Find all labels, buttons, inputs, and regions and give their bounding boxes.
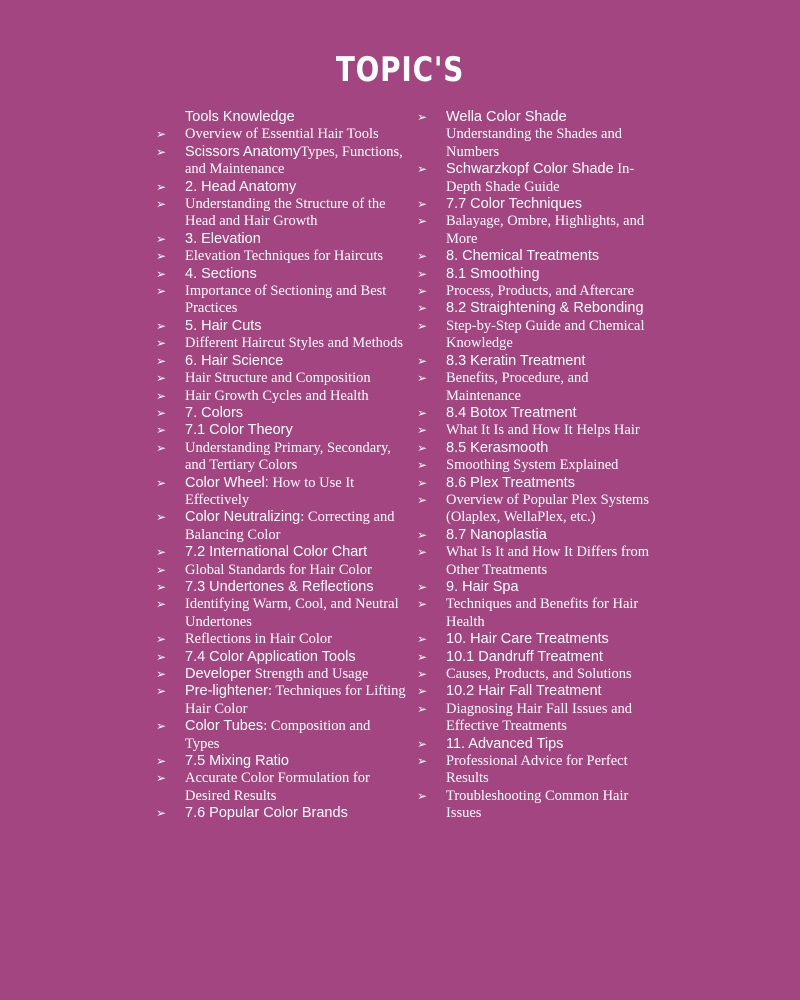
arrow-bullet-icon: ➢ xyxy=(156,579,167,594)
arrow-bullet-icon: ➢ xyxy=(156,405,167,420)
arrow-bullet-icon: ➢ xyxy=(156,649,167,664)
page-title: TOPIC'S xyxy=(335,50,465,90)
arrow-bullet-icon: ➢ xyxy=(417,597,428,612)
topic-list-item xyxy=(417,248,667,265)
arrow-bullet-icon: ➢ xyxy=(417,545,428,560)
arrow-bullet-icon: ➢ xyxy=(417,649,428,664)
topic-heading-text: 3. Elevation xyxy=(185,230,261,247)
topic-description-text: What It Is and How It Helps Hair xyxy=(446,422,640,439)
topic-description-text: Process, Products, and Aftercare xyxy=(446,283,635,300)
topic-lead-text: Color Tubes xyxy=(185,718,264,735)
topic-list-item xyxy=(417,109,667,126)
topic-heading-text: 8.5 Kerasmooth xyxy=(446,439,549,456)
topic-heading-text: Wella Color Shade xyxy=(446,109,567,125)
topic-list-item xyxy=(417,300,667,317)
topic-heading-text: 7.2 International Color Chart xyxy=(185,544,368,561)
arrow-bullet-icon: ➢ xyxy=(417,667,428,681)
topic-list-item xyxy=(417,475,667,492)
topic-description-text: Understanding Primary, Secondary, and Tertiary Colors xyxy=(185,439,391,474)
arrow-bullet-icon: ➢ xyxy=(417,197,428,212)
arrow-bullet-icon: ➢ xyxy=(156,545,167,560)
topic-heading-text: 10.2 Hair Fall Treatment xyxy=(446,683,602,700)
topic-list-item xyxy=(156,649,406,666)
arrow-bullet-icon: ➢ xyxy=(417,266,428,281)
topic-heading-text: 10. Hair Care Treatments xyxy=(446,631,609,648)
arrow-bullet-icon: ➢ xyxy=(417,162,428,177)
arrow-bullet-icon: ➢ xyxy=(156,371,167,386)
arrow-bullet-icon: ➢ xyxy=(417,458,428,473)
topic-description-text: In-Depth Shade Guide xyxy=(446,161,635,195)
topic-list-item xyxy=(156,753,406,770)
arrow-bullet-icon: ➢ xyxy=(156,632,167,647)
topic-description-text: Importance of Sectioning and Best Practices xyxy=(185,283,387,317)
topic-list-item xyxy=(156,475,406,510)
topic-list-item xyxy=(156,335,406,352)
topic-description-text: Overview of Essential Hair Tools xyxy=(185,126,379,143)
arrow-bullet-icon: ➢ xyxy=(417,736,428,751)
topic-list-item xyxy=(156,509,406,544)
topic-description-text: Understanding the Structure of the Head and Hair Growth xyxy=(185,196,386,230)
topic-list-item xyxy=(417,527,667,544)
topic-list-item xyxy=(156,666,406,683)
topic-list-item xyxy=(417,318,667,353)
topic-list-item xyxy=(156,370,406,387)
arrow-bullet-icon: ➢ xyxy=(156,475,167,490)
topic-description-text: : Techniques for Lifting Hair Color xyxy=(185,683,406,717)
topic-list-item xyxy=(156,440,406,475)
arrow-bullet-icon: ➢ xyxy=(417,632,428,647)
topic-description-text: Balayage, Ombre, Highlights, and More xyxy=(446,213,645,247)
topic-list-item xyxy=(156,579,406,596)
topic-list-item xyxy=(417,649,667,666)
arrow-bullet-icon: ➢ xyxy=(417,475,428,490)
topic-list-item xyxy=(156,422,406,439)
topic-list-item xyxy=(417,666,667,683)
topic-lead-text: Scissors Anatomy xyxy=(185,143,301,160)
topic-list-item xyxy=(417,213,667,248)
arrow-bullet-icon: ➢ xyxy=(156,440,167,455)
arrow-bullet-icon: ➢ xyxy=(156,667,167,681)
arrow-bullet-icon: ➢ xyxy=(417,440,428,455)
topic-description-text: Professional Advice for Perfect Results xyxy=(446,753,628,787)
topic-description-text: Identifying Warm, Cool, and Neutral Undertones xyxy=(185,596,399,630)
topic-description-text: Techniques and Benefits for Hair Health xyxy=(446,596,639,630)
topic-description-text: Types, Functions, and Maintenance xyxy=(185,143,403,178)
topic-list-item xyxy=(156,353,406,370)
topic-list-item xyxy=(156,179,406,196)
arrow-bullet-icon: ➢ xyxy=(156,754,167,769)
topic-list-item xyxy=(156,144,406,179)
arrow-bullet-icon: ➢ xyxy=(417,405,428,420)
topic-list-item xyxy=(417,266,667,283)
topic-lead-text: Schwarzkopf Color Shade xyxy=(446,161,614,178)
left-topic-column xyxy=(156,109,406,823)
topic-list-item xyxy=(156,405,406,422)
arrow-bullet-icon: ➢ xyxy=(156,179,167,194)
topic-heading-text: 5. Hair Cuts xyxy=(185,317,262,334)
arrow-bullet-icon: ➢ xyxy=(156,318,167,333)
topic-list-item xyxy=(156,266,406,283)
topic-list-item xyxy=(417,753,667,788)
topic-lead-text: Color Wheel: xyxy=(185,474,269,491)
topic-heading-text: 7.1 Color Theory xyxy=(185,422,293,439)
arrow-bullet-icon: ➢ xyxy=(417,110,428,124)
topic-description-text: Hair Structure and Composition xyxy=(185,370,371,387)
topic-heading-text: 8.3 Keratin Treatment xyxy=(446,352,586,369)
topic-description-text: Smoothing System Explained xyxy=(446,457,619,474)
topic-list-item xyxy=(417,440,667,457)
arrow-bullet-icon: ➢ xyxy=(417,353,428,368)
topic-description-text: Different Haircut Styles and Methods xyxy=(185,335,403,352)
topic-list-item xyxy=(156,283,406,318)
topic-heading-text: 10.1 Dandruff Treatment xyxy=(446,648,603,665)
topic-list-item xyxy=(156,248,406,265)
arrow-bullet-icon: ➢ xyxy=(417,214,428,229)
arrow-bullet-icon: ➢ xyxy=(417,527,428,542)
arrow-bullet-icon: ➢ xyxy=(156,266,167,281)
arrow-bullet-icon: ➢ xyxy=(156,336,167,351)
topic-list-item xyxy=(417,596,667,631)
topic-description-text: : Composition and Types xyxy=(185,718,371,752)
topic-description-text: Benefits, Procedure, and Maintenance xyxy=(446,370,589,404)
topic-description-text: How to Use It Effectively xyxy=(185,474,355,508)
topic-description-text: : Correcting and Balancing Color xyxy=(185,509,395,543)
topic-list-item xyxy=(156,231,406,248)
arrow-bullet-icon: ➢ xyxy=(417,423,428,438)
arrow-bullet-icon: ➢ xyxy=(417,318,428,333)
arrow-bullet-icon: ➢ xyxy=(156,423,167,438)
topic-heading-text: 7.5 Mixing Ratio xyxy=(185,753,289,770)
topic-list-item xyxy=(156,126,406,143)
topic-list-item xyxy=(156,596,406,631)
topic-list-item xyxy=(417,370,667,405)
topic-heading-text: 7.6 Popular Color Brands xyxy=(185,805,348,822)
topic-list-item xyxy=(156,544,406,561)
topic-lead-text: Color Neutralizing xyxy=(185,509,301,526)
topic-list-item xyxy=(417,161,667,196)
topic-list-item xyxy=(417,683,667,700)
topic-heading-text: 8.6 Plex Treatments xyxy=(446,474,575,491)
topic-list-item xyxy=(417,422,667,439)
topic-list-item xyxy=(417,492,667,527)
arrow-bullet-icon: ➢ xyxy=(417,701,428,716)
topic-description-text: Overview of Popular Plex Systems (Olaplex, WellaPlex, etc.) xyxy=(446,491,649,526)
arrow-bullet-icon: ➢ xyxy=(156,249,167,264)
topic-list-item xyxy=(417,196,667,213)
topic-continuation-text: Understanding the Shades and Numbers xyxy=(446,126,622,160)
topic-list-item xyxy=(417,701,667,736)
arrow-bullet-icon: ➢ xyxy=(156,597,167,612)
topic-heading-text: 9. Hair Spa xyxy=(446,578,519,595)
arrow-bullet-icon: ➢ xyxy=(156,127,167,142)
arrow-bullet-icon: ➢ xyxy=(417,492,428,507)
topic-heading-text: 8.2 Straightening & Rebonding xyxy=(446,300,644,317)
topic-list-item xyxy=(156,196,406,231)
arrow-bullet-icon: ➢ xyxy=(417,284,428,299)
topic-heading-text: 11. Advanced Tips xyxy=(446,735,564,752)
topic-list-item xyxy=(417,544,667,579)
arrow-bullet-icon: ➢ xyxy=(417,579,428,594)
arrow-bullet-icon: ➢ xyxy=(156,771,167,786)
topic-description-text: Global Standards for Hair Color xyxy=(185,561,372,578)
arrow-bullet-icon: ➢ xyxy=(417,684,428,699)
arrow-bullet-icon: ➢ xyxy=(417,371,428,386)
topic-heading-text: 8.1 Smoothing xyxy=(446,265,540,282)
topic-heading-text: 4. Sections xyxy=(185,265,257,282)
topic-description-text: Diagnosing Hair Fall Issues and Effective Treatments xyxy=(446,700,633,735)
arrow-bullet-icon: ➢ xyxy=(156,510,167,525)
arrow-bullet-icon: ➢ xyxy=(417,301,428,316)
topic-list-item xyxy=(417,353,667,370)
topic-list-item xyxy=(156,805,406,822)
topic-heading-text: 8.4 Botox Treatment xyxy=(446,404,577,421)
arrow-bullet-icon: ➢ xyxy=(156,284,167,299)
arrow-bullet-icon: ➢ xyxy=(156,562,167,577)
topic-heading-text: 8. Chemical Treatments xyxy=(446,248,600,265)
topic-description-text: Causes, Products, and Solutions xyxy=(446,666,632,682)
topic-list-item xyxy=(417,405,667,422)
topic-description-text: Elevation Techniques for Haircuts xyxy=(185,248,384,265)
topic-heading-text: 7.7 Color Techniques xyxy=(446,196,582,213)
topic-description-text: Step-by-Step Guide and Chemical Knowledge xyxy=(446,317,645,352)
topic-list-item xyxy=(417,736,667,753)
topic-description-text: Reflections in Hair Color xyxy=(185,631,332,648)
arrow-bullet-icon: ➢ xyxy=(156,684,167,699)
right-topic-list xyxy=(417,109,667,823)
topic-lead-text: Developer xyxy=(185,666,252,682)
topic-heading-text: 7.3 Undertones & Reflections xyxy=(185,578,374,595)
topic-lead-text: Pre-lightener xyxy=(185,683,269,700)
topic-heading-text: 8.7 Nanoplastia xyxy=(446,526,547,543)
topic-list-item xyxy=(417,457,667,474)
topic-list-item xyxy=(156,683,406,718)
topic-list-item xyxy=(417,631,667,648)
arrow-bullet-icon: ➢ xyxy=(156,806,167,821)
topic-list-item xyxy=(156,562,406,579)
topic-list-item xyxy=(156,770,406,805)
arrow-bullet-icon: ➢ xyxy=(156,231,167,246)
arrow-bullet-icon: ➢ xyxy=(417,249,428,264)
arrow-bullet-icon: ➢ xyxy=(156,388,167,403)
topic-heading-text: 2. Head Anatomy xyxy=(185,178,297,195)
arrow-bullet-icon: ➢ xyxy=(156,719,167,734)
left-topic-list xyxy=(156,126,406,822)
topic-heading-text: 7.4 Color Application Tools xyxy=(185,648,356,665)
topic-list-item xyxy=(417,788,667,823)
topic-list-item xyxy=(156,718,406,753)
topic-list-item xyxy=(156,631,406,648)
arrow-bullet-icon: ➢ xyxy=(417,754,428,769)
arrow-bullet-icon: ➢ xyxy=(156,197,167,212)
topic-heading-text: 7. Colors xyxy=(185,404,244,421)
topic-list-item xyxy=(156,318,406,335)
section-heading-tools-knowledge: Tools Knowledge xyxy=(185,109,295,125)
arrow-bullet-icon: ➢ xyxy=(417,788,428,803)
topic-description-text: Strength and Usage xyxy=(251,666,369,682)
topic-description-text: What Is It and How It Differs from Other Treatments xyxy=(446,544,650,578)
topic-description-text: Troubleshooting Common Hair Issues xyxy=(446,787,629,822)
topic-description-text: Accurate Color Formulation for Desired Results xyxy=(185,770,370,804)
topic-list-item xyxy=(417,579,667,596)
topic-description-text: Hair Growth Cycles and Health xyxy=(185,387,369,404)
arrow-bullet-icon: ➢ xyxy=(156,144,167,159)
right-topic-column xyxy=(417,109,667,823)
topic-list-item xyxy=(156,388,406,405)
topic-list-item xyxy=(417,283,667,300)
topic-heading-text: 6. Hair Science xyxy=(185,352,284,369)
arrow-bullet-icon: ➢ xyxy=(156,353,167,368)
